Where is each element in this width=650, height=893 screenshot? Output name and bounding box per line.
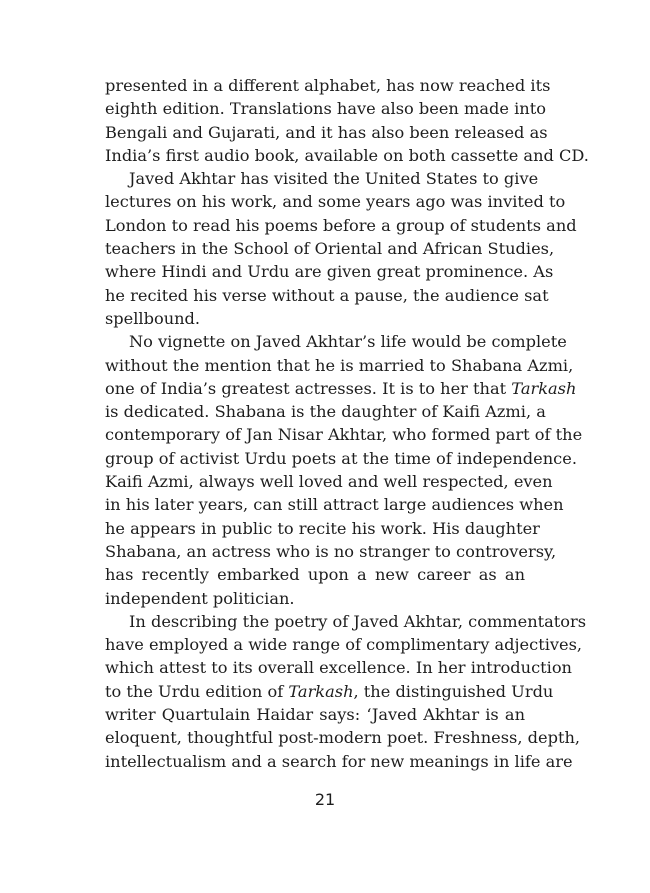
text-line: where Hindi and Urdu are given great prominence. As (105, 262, 554, 282)
text-line: London to read his poems before a group of students and (105, 215, 577, 235)
text-line: group of activist Urdu poets at the time of independence. (105, 448, 577, 468)
text-line: In describing the poetry of Javed Akhtar, commentators (129, 611, 587, 631)
text-line: has recently embarked upon a new career as an (105, 565, 525, 585)
text-line: spellbound. (105, 308, 201, 328)
text-line: one of India’s greatest actresses. It is to her that Tarkash (105, 378, 577, 398)
paragraph-2 (105, 167, 577, 330)
book-title: Tarkash (288, 681, 354, 701)
text-line: he appears in public to recite his work. His daughter (105, 518, 540, 538)
text-line: Javed Akhtar has visited the United States to give (129, 169, 539, 189)
paragraph-1 (105, 74, 589, 167)
text-line: eloquent, thoughtful post-modern poet. Freshness, depth, (105, 728, 581, 748)
text-line: lectures on his work, and some years ago was invited to (105, 192, 566, 212)
paragraph-4 (105, 610, 587, 773)
text-line: intellectualism and a search for new meanings in life are (105, 751, 573, 771)
text-line: writer Quartulain Haidar says: ‘Javed Akhtar is an (105, 705, 525, 725)
text-line: to the Urdu edition of Tarkash, the distinguished Urdu (105, 681, 554, 701)
text-line: presented in a different alphabet, has now reached its (105, 76, 551, 95)
text-line: independent politician. (105, 588, 295, 608)
text-line: which attest to its overall excellence. In her introduction (105, 658, 572, 678)
text-line: No vignette on Javed Akhtar’s life would be complete (129, 332, 567, 352)
text-line: Shabana, an actress who is no stranger to controversy, (105, 541, 557, 561)
text-line: contemporary of Jan Nisar Akhtar, who formed part of the (105, 425, 583, 445)
text-line: Bengali and Gujarati, and it has also been released as (105, 122, 548, 142)
page-number: 21 (314, 790, 336, 809)
text-line: eighth edition. Translations have also been made into (105, 99, 546, 119)
text-line: in his later years, can still attract large audiences when (105, 495, 564, 515)
text-line: teachers in the School of Oriental and African Studies, (105, 239, 555, 259)
text-line: is dedicated. Shabana is the daughter of Kaifi Azmi, a (105, 402, 546, 422)
book-title: Tarkash (511, 378, 577, 398)
text-line: India’s first audio book, available on both cassette and CD. (105, 145, 589, 165)
text-line: Kaifi Azmi, always well loved and well respected, even (105, 472, 553, 492)
text-line: without the mention that he is married to Shabana Azmi, (105, 355, 574, 375)
page-body (105, 74, 589, 773)
text-line: have employed a wide range of complimentary adjectives, (105, 635, 583, 655)
text-line: he recited his verse without a pause, the audience sat (105, 285, 549, 305)
paragraph-3 (105, 330, 583, 610)
